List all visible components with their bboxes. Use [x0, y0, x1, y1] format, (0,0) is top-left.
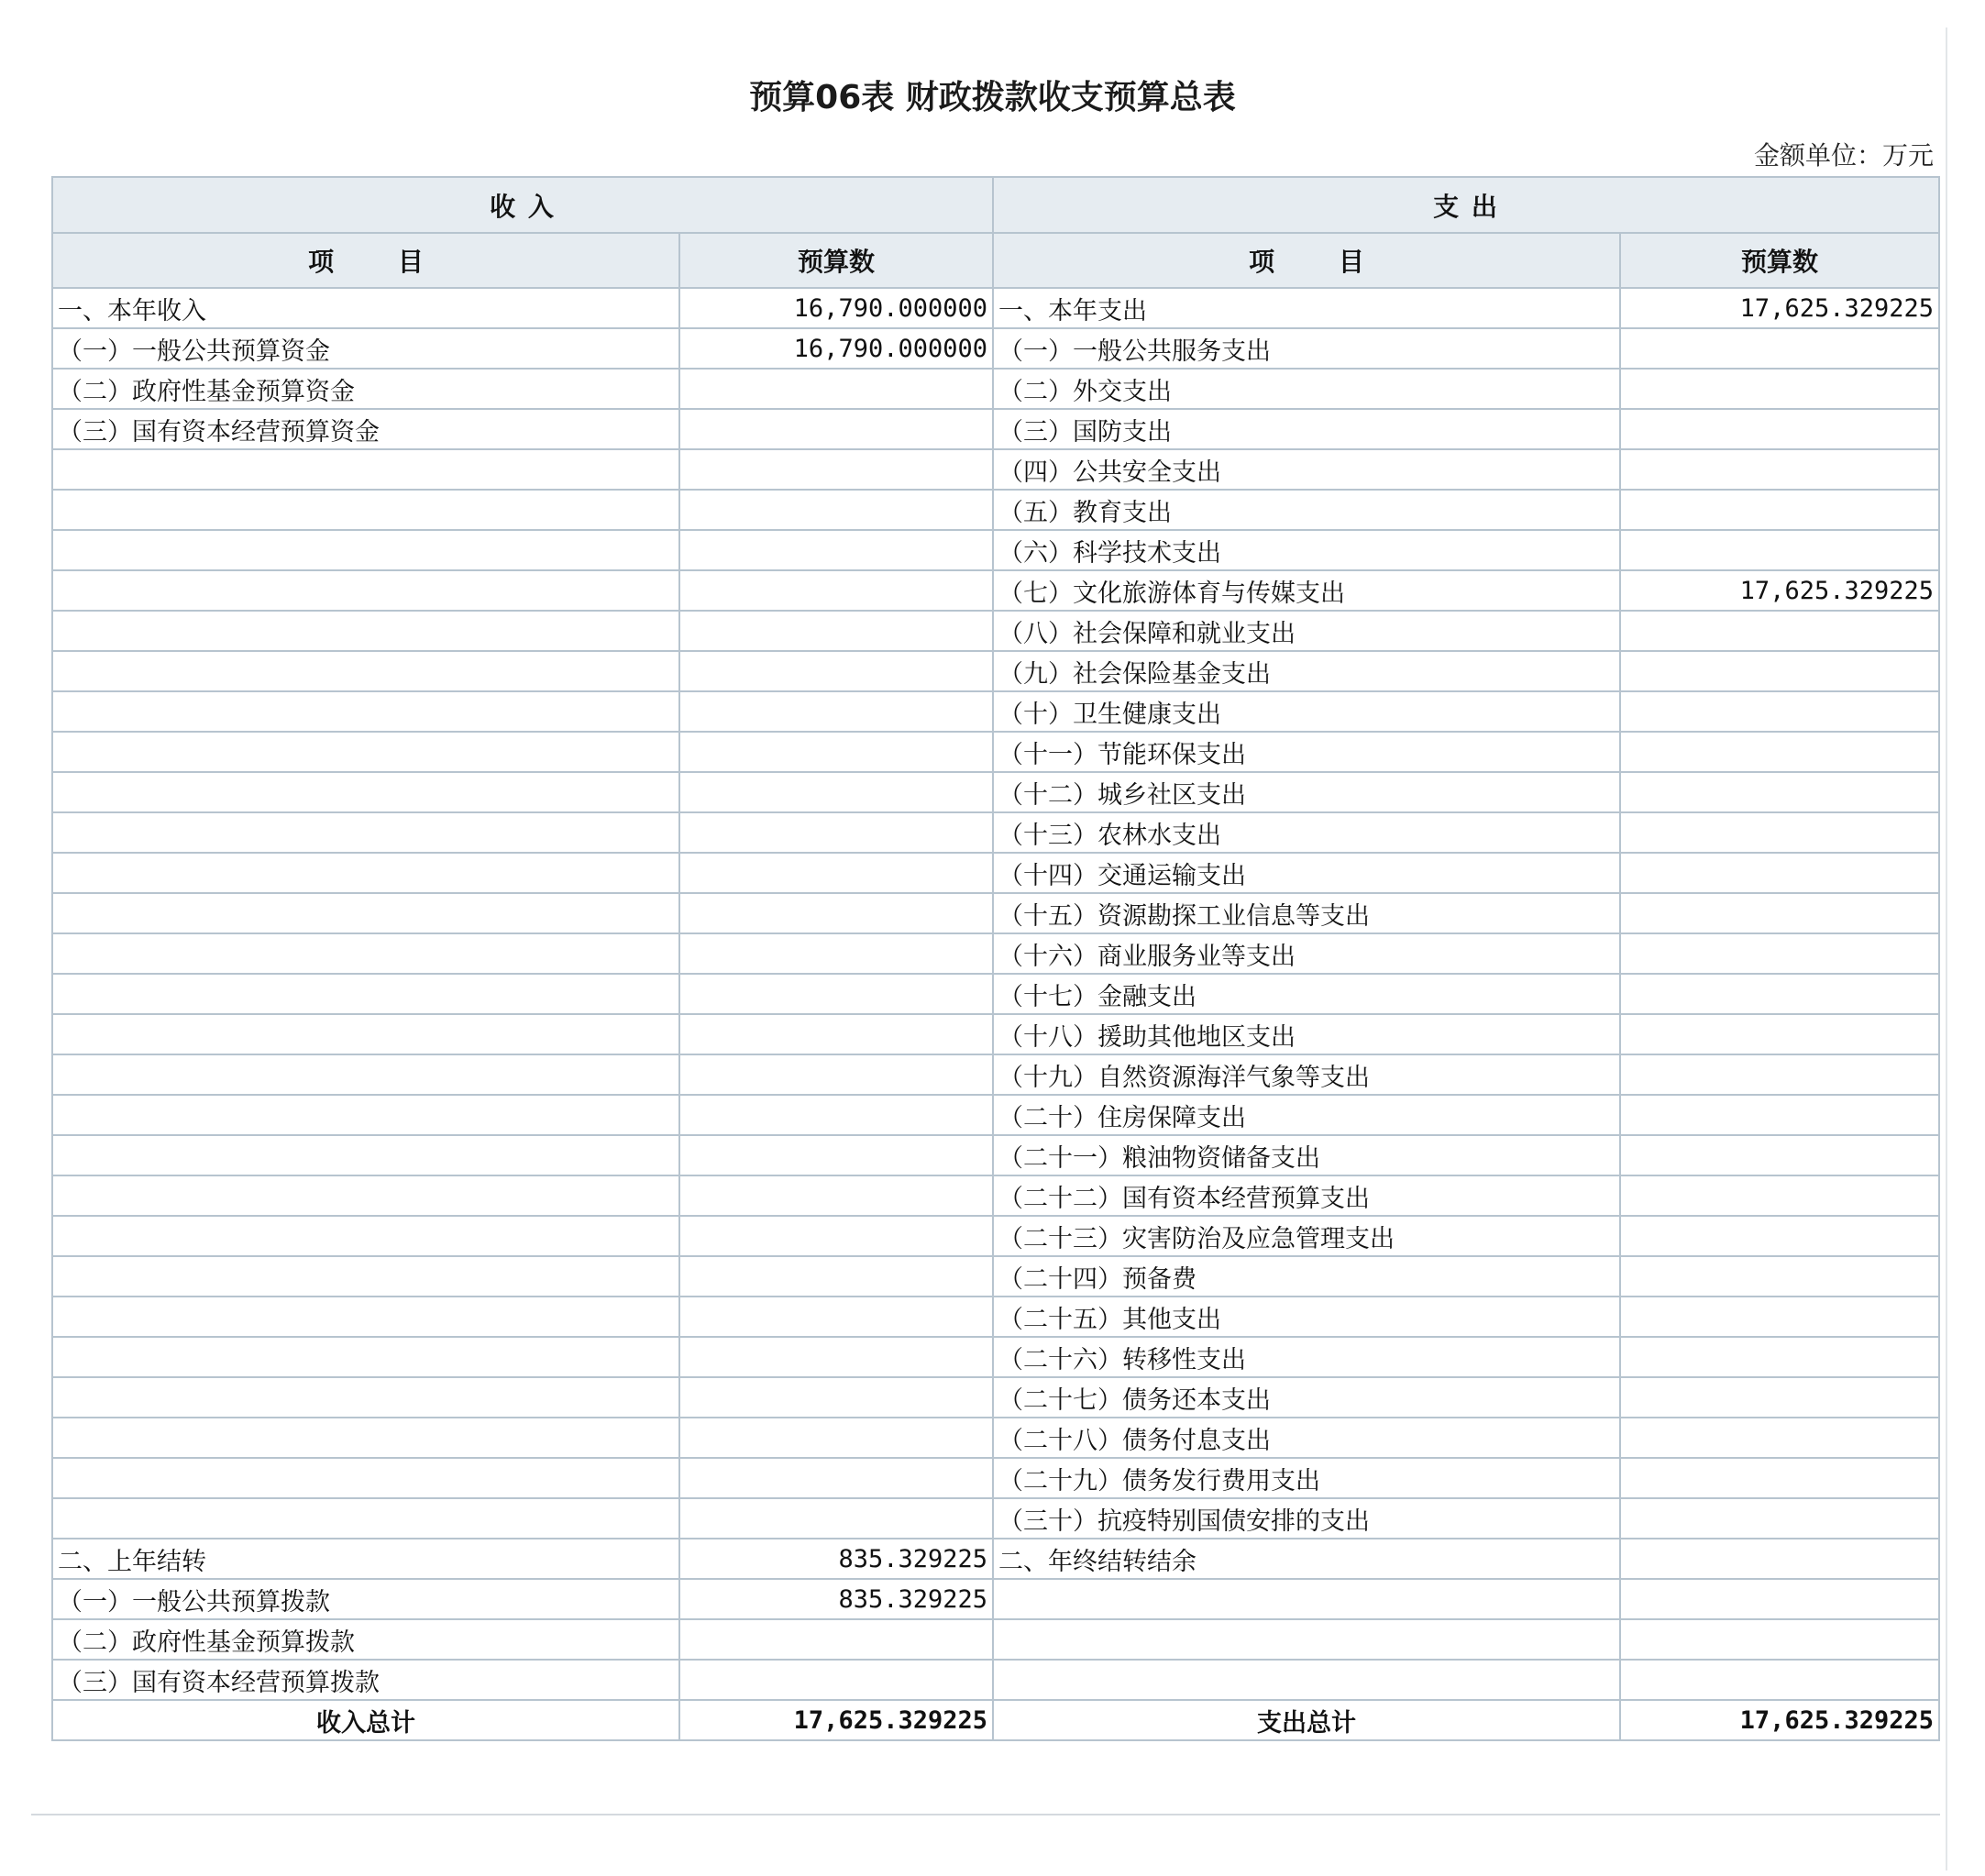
- income-amount-cell: [679, 1095, 993, 1135]
- expense-amount-cell: [1620, 1418, 1939, 1458]
- table-row: [52, 1095, 1939, 1135]
- expense-item-cell: （四）公共安全支出: [993, 449, 1620, 490]
- income-amount-cell: 16,790.000000: [679, 288, 993, 328]
- expense-amount-cell: [1620, 1175, 1939, 1216]
- table-row: [52, 691, 1939, 732]
- table-row: [52, 1619, 1939, 1660]
- expense-item-cell: [993, 1579, 1620, 1619]
- expense-amount-cell: [1620, 328, 1939, 369]
- income-amount-cell: [679, 1175, 993, 1216]
- income-item-cell: （二）政府性基金预算资金: [52, 369, 679, 409]
- income-amount-cell: 835.329225: [679, 1579, 993, 1619]
- income-item-cell: 二、上年结转: [52, 1539, 679, 1579]
- table-row: [52, 409, 1939, 449]
- expense-item-cell: [993, 1619, 1620, 1660]
- table-row: [52, 1337, 1939, 1377]
- expense-amount-cell: 17,625.329225: [1620, 288, 1939, 328]
- income-item-cell: [52, 691, 679, 732]
- table-row: [52, 1498, 1939, 1539]
- income-item-cell: [52, 1095, 679, 1135]
- income-total-amount: 17,625.329225: [679, 1700, 993, 1740]
- expense-amount-cell: [1620, 369, 1939, 409]
- table-row: [52, 1014, 1939, 1054]
- income-item-cell: （一）一般公共预算拨款: [52, 1579, 679, 1619]
- expense-amount-cell: [1620, 1498, 1939, 1539]
- expense-item-cell: （六）科学技术支出: [993, 530, 1620, 570]
- income-item-cell: [52, 1175, 679, 1216]
- expense-item-cell: [993, 1660, 1620, 1700]
- table-row: [52, 1579, 1939, 1619]
- table-row: [52, 651, 1939, 691]
- expense-amount-cell: [1620, 611, 1939, 651]
- income-item-cell: [52, 1418, 679, 1458]
- income-amount-cell: [679, 772, 993, 812]
- income-item-cell: [52, 1054, 679, 1095]
- income-item-cell: [52, 570, 679, 611]
- expense-item-cell: （十九）自然资源海洋气象等支出: [993, 1054, 1620, 1095]
- expense-item-cell: （十八）援助其他地区支出: [993, 1014, 1620, 1054]
- table-row: [52, 570, 1939, 611]
- table-row: [52, 490, 1939, 530]
- expense-amount-cell: [1620, 490, 1939, 530]
- table-row: [52, 893, 1939, 933]
- expense-amount-cell: [1620, 974, 1939, 1014]
- table-row: [52, 1297, 1939, 1337]
- income-amount-cell: [679, 1054, 993, 1095]
- income-item-cell: [52, 1377, 679, 1418]
- income-item-header: 项 目: [52, 233, 679, 288]
- expense-item-cell: （十三）农林水支出: [993, 812, 1620, 853]
- totals-row: [52, 1700, 1939, 1740]
- expense-amount-cell: [1620, 853, 1939, 893]
- expense-amount-cell: [1620, 812, 1939, 853]
- expense-item-cell: （二十二）国有资本经营预算支出: [993, 1175, 1620, 1216]
- income-item-cell: [52, 1498, 679, 1539]
- income-item-cell: [52, 893, 679, 933]
- expense-amount-cell: [1620, 1054, 1939, 1095]
- income-amount-cell: [679, 490, 993, 530]
- expense-amount-cell: [1620, 1135, 1939, 1175]
- income-amount-cell: [679, 530, 993, 570]
- income-amount-cell: [679, 409, 993, 449]
- income-amount-cell: 835.329225: [679, 1539, 993, 1579]
- table-row: [52, 1216, 1939, 1256]
- expense-amount-cell: [1620, 1377, 1939, 1418]
- income-amount-cell: [679, 1297, 993, 1337]
- income-amount-cell: 16,790.000000: [679, 328, 993, 369]
- expense-amount-cell: [1620, 651, 1939, 691]
- income-item-cell: [52, 1014, 679, 1054]
- table-header-group-row: [52, 177, 1939, 233]
- expense-amount-cell: 17,625.329225: [1620, 570, 1939, 611]
- expense-item-cell: （十七）金融支出: [993, 974, 1620, 1014]
- expense-item-cell: （二）外交支出: [993, 369, 1620, 409]
- income-amount-cell: [679, 732, 993, 772]
- table-row: [52, 1539, 1939, 1579]
- expense-amount-cell: [1620, 449, 1939, 490]
- expense-item-cell: （二十一）粮油物资储备支出: [993, 1135, 1620, 1175]
- income-amount-cell: [679, 651, 993, 691]
- income-item-cell: [52, 530, 679, 570]
- expense-amount-cell: [1620, 1458, 1939, 1498]
- income-item-cell: [52, 1216, 679, 1256]
- income-item-cell: [52, 490, 679, 530]
- table-row: [52, 1054, 1939, 1095]
- income-amount-cell: [679, 1377, 993, 1418]
- expense-item-cell: 二、年终结转结余: [993, 1539, 1620, 1579]
- income-item-cell: [52, 611, 679, 651]
- expense-amount-cell: [1620, 1297, 1939, 1337]
- income-amount-cell: [679, 691, 993, 732]
- expense-item-cell: （十五）资源勘探工业信息等支出: [993, 893, 1620, 933]
- income-item-cell: [52, 1337, 679, 1377]
- income-amount-cell: [679, 974, 993, 1014]
- expense-amount-cell: [1620, 1660, 1939, 1700]
- budget-summary-table: [51, 176, 1940, 1741]
- expense-amount-cell: [1620, 1579, 1939, 1619]
- table-row: [52, 530, 1939, 570]
- table-row: [52, 328, 1939, 369]
- expense-item-cell: （一）一般公共服务支出: [993, 328, 1620, 369]
- income-item-cell: [52, 732, 679, 772]
- expense-amount-cell: [1620, 1619, 1939, 1660]
- income-amount-cell: [679, 369, 993, 409]
- table-row: [52, 1418, 1939, 1458]
- expense-amount-cell: [1620, 893, 1939, 933]
- expense-amount-cell: [1620, 1095, 1939, 1135]
- income-item-cell: [52, 853, 679, 893]
- expense-amount-cell: [1620, 1216, 1939, 1256]
- table-row: [52, 853, 1939, 893]
- expense-item-cell: （三）国防支出: [993, 409, 1620, 449]
- expense-item-cell: （十二）城乡社区支出: [993, 772, 1620, 812]
- table-row: [52, 974, 1939, 1014]
- expense-item-cell: （二十七）债务还本支出: [993, 1377, 1620, 1418]
- expense-amount-cell: [1620, 933, 1939, 974]
- expense-item-cell: （十六）商业服务业等支出: [993, 933, 1620, 974]
- income-item-cell: [52, 1135, 679, 1175]
- income-amount-cell: [679, 1619, 993, 1660]
- income-item-cell: （三）国有资本经营预算资金: [52, 409, 679, 449]
- income-item-cell: [52, 1458, 679, 1498]
- income-amount-cell: [679, 1458, 993, 1498]
- amount-unit-label: 金额单位：万元: [1753, 140, 1934, 171]
- expense-amount-cell: [1620, 1014, 1939, 1054]
- right-divider: [1946, 28, 1947, 1870]
- expense-item-cell: （二十）住房保障支出: [993, 1095, 1620, 1135]
- page-title: 预算06表 财政拨款收支预算总表: [749, 79, 1236, 116]
- bottom-divider: [31, 1814, 1940, 1815]
- table-row: [52, 772, 1939, 812]
- expense-amount-cell: [1620, 732, 1939, 772]
- income-amount-cell: [679, 570, 993, 611]
- income-item-cell: 一、本年收入: [52, 288, 679, 328]
- table-row: [52, 1256, 1939, 1297]
- expense-amount-cell: [1620, 1337, 1939, 1377]
- expense-item-cell: （三十）抗疫特别国债安排的支出: [993, 1498, 1620, 1539]
- income-amount-cell: [679, 1337, 993, 1377]
- expense-item-cell: （八）社会保障和就业支出: [993, 611, 1620, 651]
- expense-amount-cell: [1620, 1539, 1939, 1579]
- expense-total-label: 支出总计: [993, 1700, 1620, 1740]
- income-amount-cell: [679, 1660, 993, 1700]
- income-amount-cell: [679, 933, 993, 974]
- expense-total-amount: 17,625.329225: [1620, 1700, 1939, 1740]
- income-item-cell: （三）国有资本经营预算拨款: [52, 1660, 679, 1700]
- table-row: [52, 1660, 1939, 1700]
- table-row: [52, 812, 1939, 853]
- table-row: [52, 1175, 1939, 1216]
- income-amount-cell: [679, 1418, 993, 1458]
- table-row: [52, 1135, 1939, 1175]
- expense-item-cell: （十）卫生健康支出: [993, 691, 1620, 732]
- table-row: [52, 732, 1939, 772]
- expense-item-cell: （十一）节能环保支出: [993, 732, 1620, 772]
- income-amount-cell: [679, 893, 993, 933]
- table-row: [52, 288, 1939, 328]
- income-item-cell: （二）政府性基金预算拨款: [52, 1619, 679, 1660]
- income-header: 收 入: [52, 177, 993, 233]
- expense-item-header: 项 目: [993, 233, 1620, 288]
- income-amount-cell: [679, 611, 993, 651]
- expense-item-cell: （五）教育支出: [993, 490, 1620, 530]
- income-budget-header: 预算数: [679, 233, 993, 288]
- expense-budget-header: 预算数: [1620, 233, 1939, 288]
- expense-header: 支 出: [993, 177, 1939, 233]
- expense-item-cell: （七）文化旅游体育与传媒支出: [993, 570, 1620, 611]
- income-item-cell: [52, 974, 679, 1014]
- table-row: [52, 449, 1939, 490]
- income-item-cell: [52, 772, 679, 812]
- income-item-cell: [52, 933, 679, 974]
- income-amount-cell: [679, 1498, 993, 1539]
- table-row: [52, 611, 1939, 651]
- table-row: [52, 933, 1939, 974]
- income-item-cell: [52, 812, 679, 853]
- expense-item-cell: （二十四）预备费: [993, 1256, 1620, 1297]
- income-item-cell: （一）一般公共预算资金: [52, 328, 679, 369]
- expense-amount-cell: [1620, 1256, 1939, 1297]
- expense-item-cell: （九）社会保险基金支出: [993, 651, 1620, 691]
- income-item-cell: [52, 1256, 679, 1297]
- income-item-cell: [52, 1297, 679, 1337]
- expense-item-cell: （二十八）债务付息支出: [993, 1418, 1620, 1458]
- expense-amount-cell: [1620, 409, 1939, 449]
- income-amount-cell: [679, 853, 993, 893]
- income-total-label: 收入总计: [52, 1700, 679, 1740]
- income-item-cell: [52, 449, 679, 490]
- income-amount-cell: [679, 812, 993, 853]
- table-body: [52, 288, 1939, 1700]
- table-row: [52, 1377, 1939, 1418]
- table-row: [52, 369, 1939, 409]
- income-amount-cell: [679, 449, 993, 490]
- expense-amount-cell: [1620, 530, 1939, 570]
- table-row: [52, 1458, 1939, 1498]
- income-amount-cell: [679, 1216, 993, 1256]
- income-item-cell: [52, 651, 679, 691]
- table-header-column-row: [52, 233, 1939, 288]
- income-amount-cell: [679, 1256, 993, 1297]
- expense-amount-cell: [1620, 691, 1939, 732]
- expense-item-cell: （二十五）其他支出: [993, 1297, 1620, 1337]
- expense-amount-cell: [1620, 772, 1939, 812]
- income-amount-cell: [679, 1014, 993, 1054]
- expense-item-cell: 一、本年支出: [993, 288, 1620, 328]
- expense-item-cell: （二十九）债务发行费用支出: [993, 1458, 1620, 1498]
- expense-item-cell: （二十三）灾害防治及应急管理支出: [993, 1216, 1620, 1256]
- income-amount-cell: [679, 1135, 993, 1175]
- expense-item-cell: （二十六）转移性支出: [993, 1337, 1620, 1377]
- expense-item-cell: （十四）交通运输支出: [993, 853, 1620, 893]
